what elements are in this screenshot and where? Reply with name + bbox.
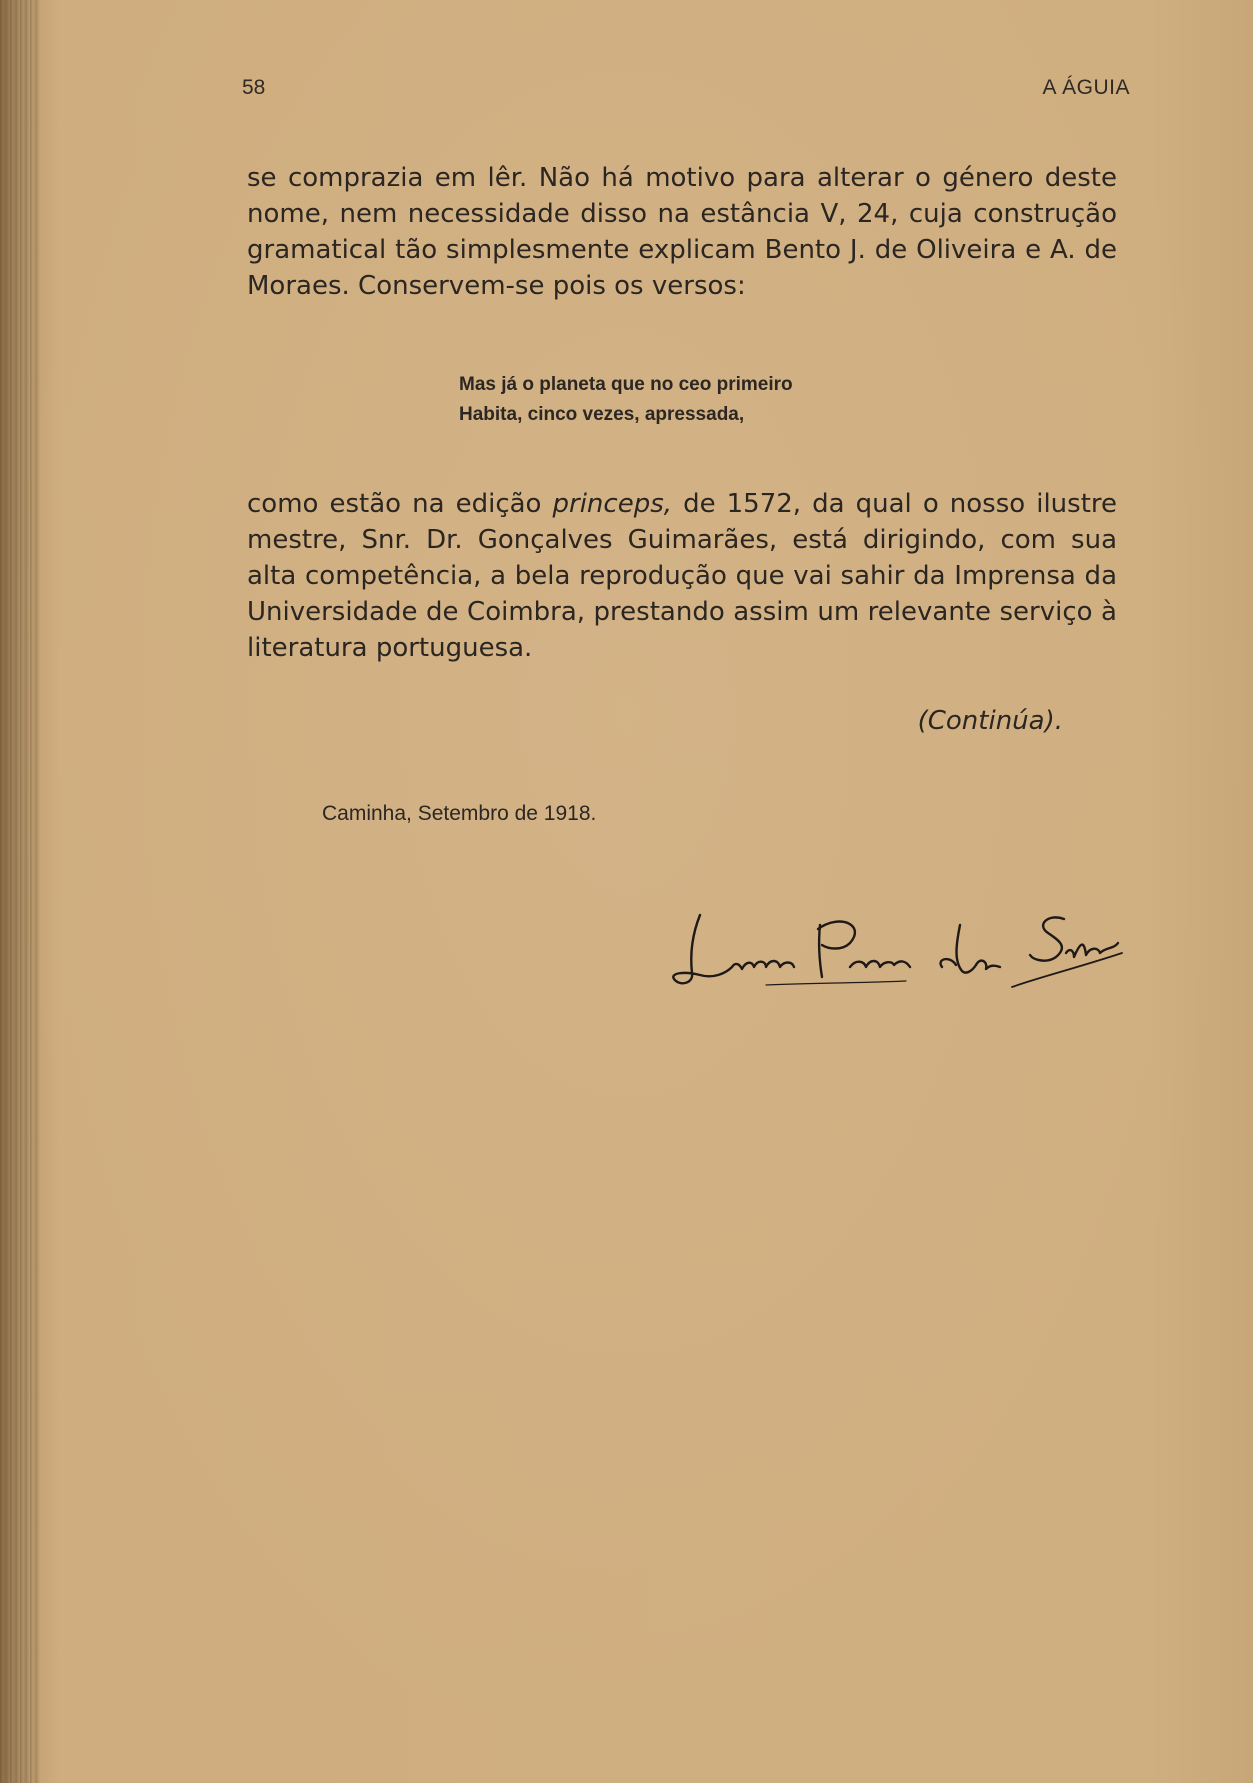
paragraph-1: se comprazia em lêr. Não há motivo para alterar o género deste nome, nem necessidade disso na estância V, 24, cuja construção gramatical tão simplesmente explicam Bento J. de Oliveira e A. de Moraes. Conservem-se pois os versos: [247,163,1117,301]
book-spine-shadow [0,0,40,1783]
verse-quote [459,370,793,430]
paragraph-2-after: de 1572, da qual o nosso ilustre mestre, Snr. Dr. Gonçalves Guimarães, está dirigindo, com sua alta competência, a bela reprodução que vai sahir da Imprensa da Universidade de Coimbra, prestando assim um relevante serviço à literatura portuguesa. [247,489,1118,663]
paragraph-2-italic: princeps, [552,489,673,519]
journal-name: A ÁGUIA [1042,76,1130,99]
show-through-texture [240,1080,1120,1120]
paragraph-2 [247,486,1117,666]
continua-note: (Continúa). [917,706,1063,736]
page-number: 58 [242,76,266,99]
paragraph-2-before: como estão na edição [247,489,553,519]
handwritten-signature [670,895,1130,1005]
place-date: Caminha, Setembro de 1918. [322,802,597,825]
verse-line-2: Habita, cinco vezes, apressada, [459,404,745,425]
verse-line-1: Mas já o planeta que no ceo primeiro [459,374,793,395]
running-head [242,76,1130,106]
